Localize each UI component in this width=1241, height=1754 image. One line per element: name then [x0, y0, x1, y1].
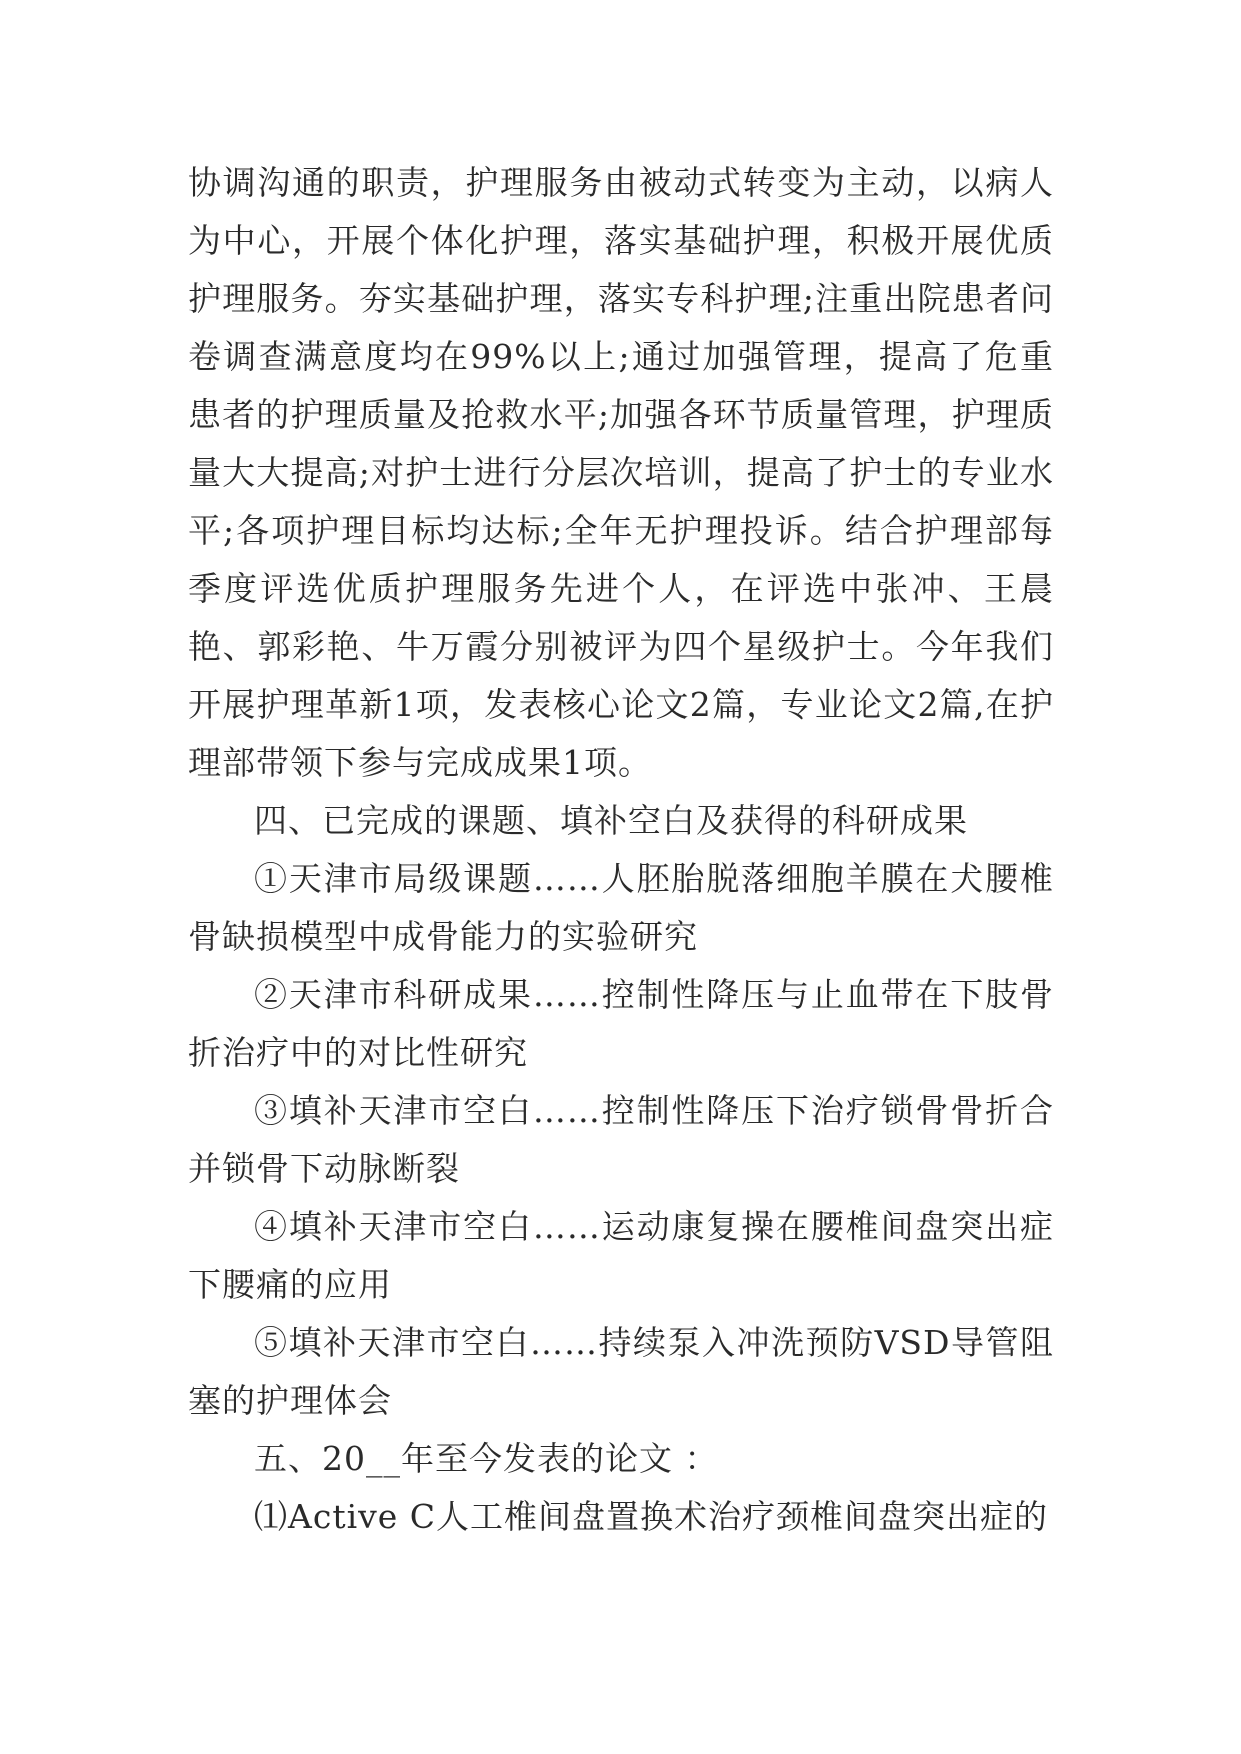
list-item: ⑤填补天津市空白……持续泵入冲洗预防VSD导管阻塞的护理体会 [188, 1323, 1054, 1420]
list-item: ②天津市科研成果……控制性降压与止血带在下肢骨折治疗中的对比性研究 [188, 975, 1054, 1072]
body-paragraph: 协调沟通的职责，护理服务由被动式转变为主动，以病人为中心，开展个体化护理，落实基础护理，积极开展优质护理服务。夯实基础护理，落实专科护理;注重出院患者问卷调查满意度均在99%以上;通过加强管理，提高了危重患者的护理质量及抢救水平;加强各环节质量管理，护理质量大大提高;对护士进行分层次培训，提高了护士的专业水平;各项护理目标均达标;全年无护理投诉。结合护理部每季度评选优质护理服务先进个人，在评选中张冲、王晨艳、郭彩艳、牛万霞分别被评为四个星级护士。今年我们开展护理革新1项，发表核心论文2篇，专业论文2篇,在护理部带领下参与完成成果1项。 [188, 163, 1054, 782]
list-item: ①天津市局级课题……人胚胎脱落细胞羊膜在犬腰椎骨缺损模型中成骨能力的实验研究 [188, 859, 1054, 956]
section-heading-five: 五、20__年至今发表的论文 ： [254, 1439, 719, 1478]
list-item: ⑴Active C人工椎间盘置换术治疗颈椎间盘突出症的 [254, 1497, 1049, 1536]
list-item: ③填补天津市空白……控制性降压下治疗锁骨骨折合并锁骨下动脉断裂 [188, 1091, 1054, 1188]
list-item: ④填补天津市空白……运动康复操在腰椎间盘突出症下腰痛的应用 [188, 1207, 1054, 1304]
document-body [188, 154, 1054, 1546]
section-heading-four: 四、已完成的课题、填补空白及获得的科研成果 [254, 801, 968, 840]
